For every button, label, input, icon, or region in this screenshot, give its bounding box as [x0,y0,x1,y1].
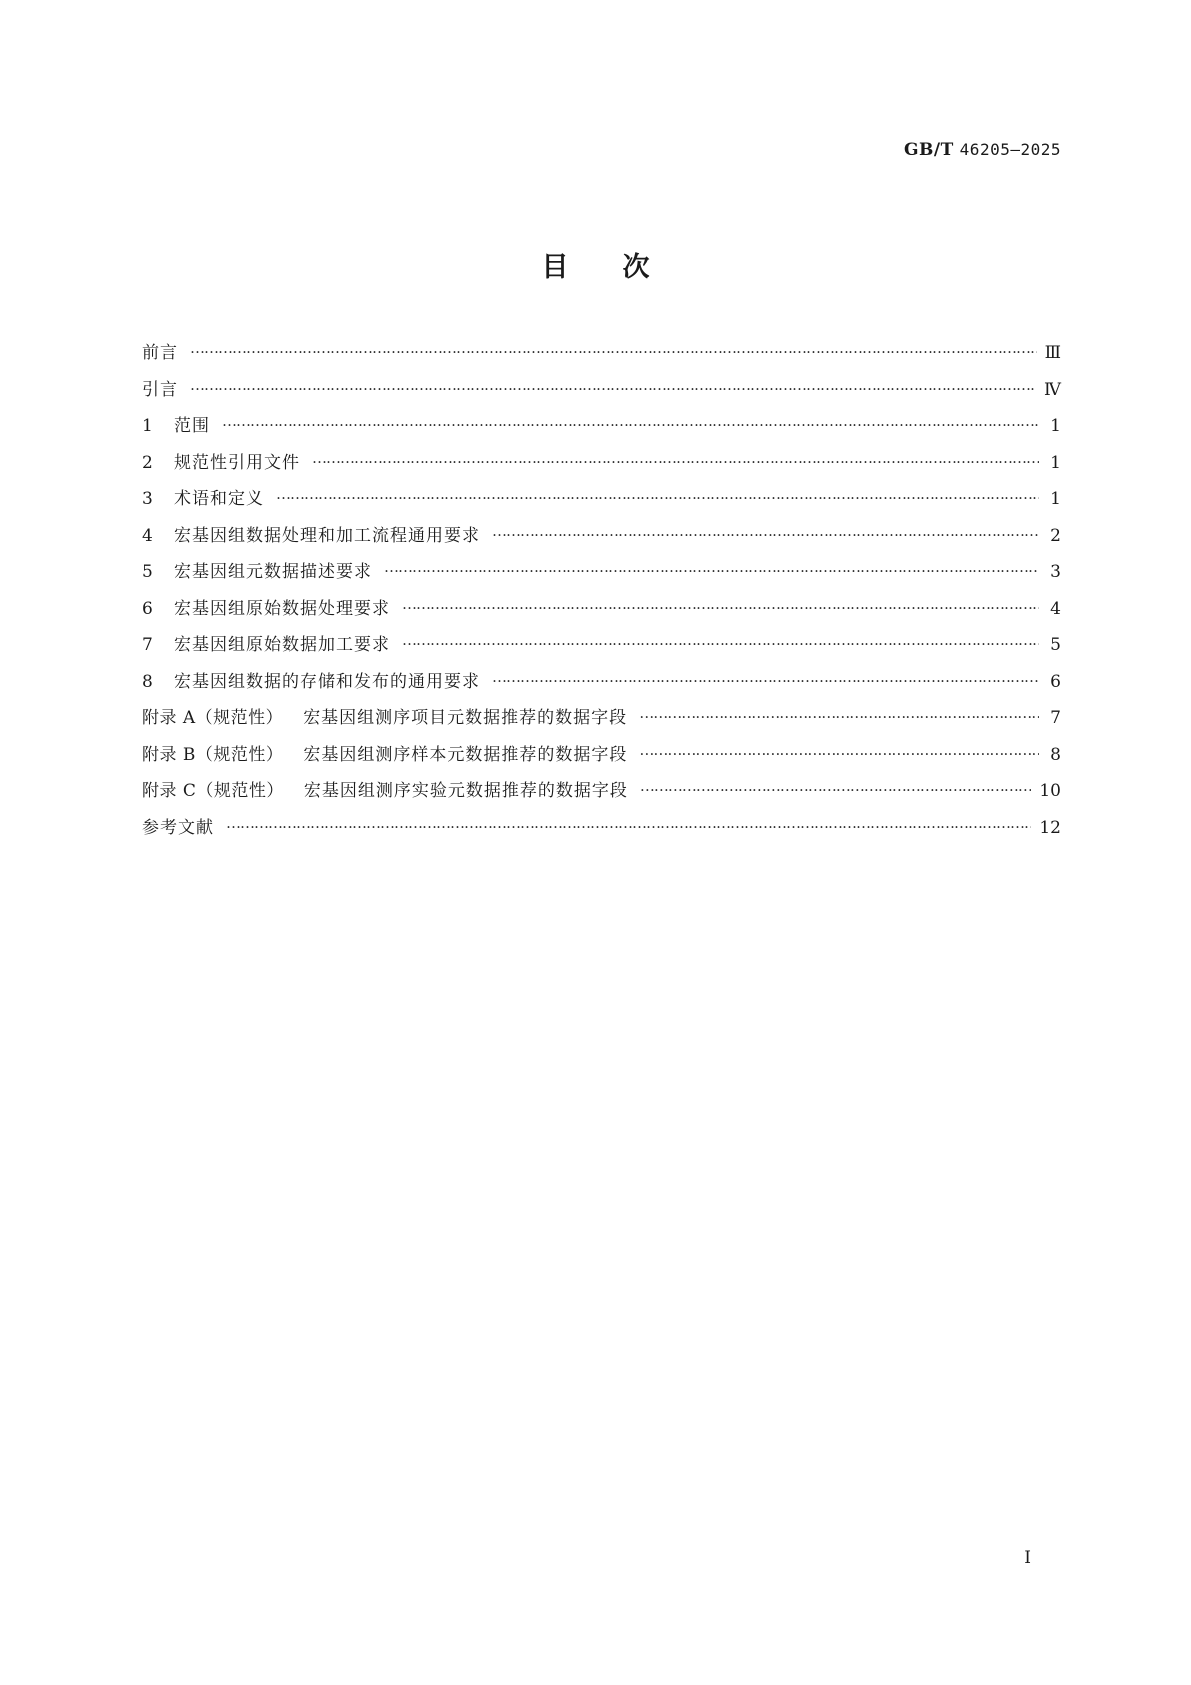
toc-entry-label: 宏基因组数据处理和加工流程通用要求 [174,525,480,546]
toc-entry-page: 4 [1050,598,1061,619]
toc-dot-leader [190,378,1036,395]
toc-entry-label: 规范性引用文件 [174,452,300,473]
toc-entry[interactable] [142,411,1061,448]
toc-entry-page: 1 [1050,452,1061,473]
page-number: Ⅰ [1024,1548,1031,1568]
toc-entry[interactable] [142,484,1061,521]
toc-entry-page: 5 [1050,635,1061,655]
toc-dot-leader [222,414,1039,431]
page-title: 目次 [541,252,704,283]
toc-dot-leader [312,451,1039,468]
toc-entry-page: 1 [1050,489,1061,509]
toc-entry-number: 6 [142,598,153,619]
toc-entry-number: 3 [142,489,153,509]
toc-entry[interactable] [142,594,1061,631]
toc-entry[interactable] [142,557,1061,594]
toc-dot-leader [492,524,1039,541]
toc-entry-page: 8 [1050,744,1061,765]
toc-entry-page: Ⅲ [1044,343,1061,363]
toc-dot-leader [492,670,1039,687]
standard-prefix: GB/T [904,140,954,160]
toc-entry-page: 12 [1039,817,1061,838]
toc-entry-number: 5 [142,562,153,582]
standard-number [904,140,1061,160]
toc-entry-number: 4 [142,525,153,546]
toc-entry-number: 8 [142,671,153,692]
toc-entry-label: 范围 [174,416,210,436]
toc-entry-number: 1 [142,416,153,436]
toc-entry[interactable] [142,338,1061,375]
toc-dot-leader [190,341,1037,358]
toc-dot-leader [402,633,1039,650]
toc-entry-label: 引言 [142,379,178,400]
toc-entry-label: 宏基因组元数据描述要求 [174,562,372,582]
toc-entry-page: 10 [1039,781,1061,801]
toc-dot-leader [639,743,1039,760]
toc-entry-number: 2 [142,452,153,473]
toc-dot-leader [639,706,1039,723]
toc-entry-label: 宏基因组原始数据处理要求 [174,598,390,619]
toc-entry-label: 参考文献 [142,817,214,838]
toc-entry-label: 宏基因组测序实验元数据推荐的数据字段 [303,781,628,801]
standard-code: 46205—2025 [959,140,1061,159]
toc-entry-page: 6 [1050,671,1061,692]
toc-entry[interactable] [142,521,1061,558]
toc-entry[interactable] [142,630,1061,667]
toc-entry-label: 前言 [142,343,178,363]
toc-dot-leader [402,597,1039,614]
toc-entry-page: Ⅳ [1044,379,1061,400]
toc-entry[interactable] [142,448,1061,485]
toc-entry[interactable] [142,667,1061,704]
toc-dot-leader [640,779,1031,796]
toc-entry[interactable] [142,813,1061,850]
toc-entry-label: 宏基因组原始数据加工要求 [174,635,390,655]
toc-entry-label: 宏基因组测序样本元数据推荐的数据字段 [303,744,628,765]
toc-entry[interactable] [142,375,1061,412]
toc-annex-designation: 附录 B（规范性） [142,744,284,765]
toc-dot-leader [226,816,1031,833]
toc-entry-page: 2 [1050,525,1061,546]
toc-entry-label: 宏基因组数据的存储和发布的通用要求 [174,671,480,692]
toc-annex-designation: 附录 A（规范性） [142,708,284,728]
table-of-contents [142,338,1061,849]
toc-entry-page: 7 [1050,708,1061,728]
toc-entry[interactable] [142,776,1061,813]
toc-entry[interactable] [142,703,1061,740]
toc-entry[interactable] [142,740,1061,777]
toc-entry-page: 1 [1050,416,1061,436]
toc-entry-number: 7 [142,635,153,655]
toc-dot-leader [276,487,1039,504]
toc-entry-page: 3 [1050,562,1061,582]
toc-dot-leader [384,560,1039,577]
toc-entry-label: 宏基因组测序项目元数据推荐的数据字段 [303,708,628,728]
toc-annex-designation: 附录 C（规范性） [142,781,284,801]
toc-entry-label: 术语和定义 [174,489,264,509]
